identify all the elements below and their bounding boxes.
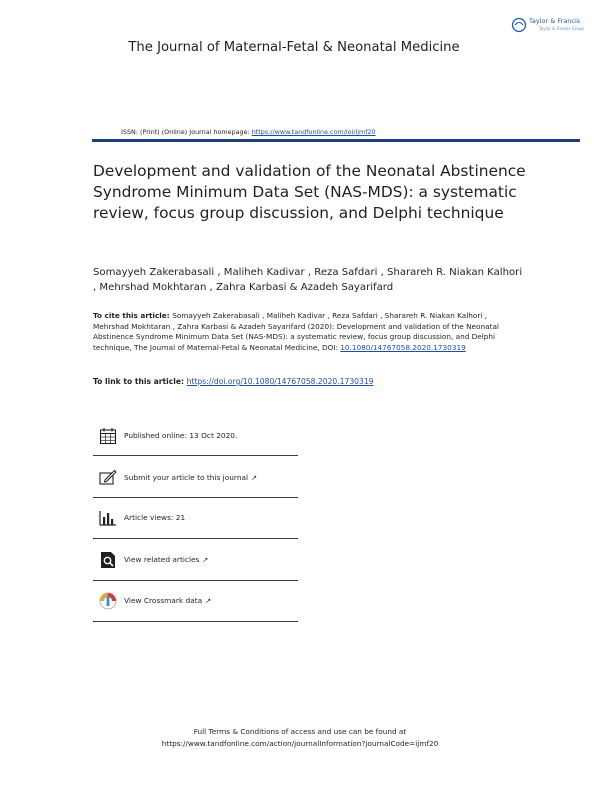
footer-terms: Full Terms & Conditions of access and use can be found at bbox=[193, 727, 407, 736]
header-rule bbox=[92, 139, 580, 142]
journal-homepage-link[interactable]: https://www.tandfonline.com/loi/ijmf20 bbox=[251, 128, 376, 136]
calendar-icon bbox=[99, 427, 117, 445]
issn-line bbox=[121, 128, 376, 136]
info-divider bbox=[93, 455, 298, 456]
info-divider bbox=[93, 538, 298, 539]
related-search-icon bbox=[99, 551, 117, 569]
crossmark-link[interactable] bbox=[124, 596, 211, 605]
publisher-logo-text: Taylor & Francis bbox=[529, 17, 581, 25]
external-link-icon: ↗ bbox=[205, 597, 212, 605]
journal-title: The Journal of Maternal-Fetal & Neonatal Medicine bbox=[128, 40, 460, 55]
article-link-label: To link to this article: bbox=[93, 377, 187, 386]
footer bbox=[0, 726, 600, 750]
footer-url[interactable]: https://www.tandfonline.com/action/journalInformation?journalCode=ijmf20 bbox=[161, 739, 439, 748]
published-row bbox=[93, 417, 298, 454]
views-row bbox=[93, 499, 298, 536]
publisher-logo-subtext: Taylor & Francis Group bbox=[539, 26, 584, 31]
citation-label: To cite this article: bbox=[93, 311, 173, 320]
published-date: Published online: 13 Oct 2020. bbox=[124, 431, 238, 440]
info-divider bbox=[93, 621, 298, 622]
related-articles-label: View related articles bbox=[124, 555, 200, 564]
crossmark-label: View Crossmark data bbox=[124, 596, 203, 605]
publisher-logo bbox=[511, 17, 583, 35]
article-link[interactable]: https://doi.org/10.1080/14767058.2020.1730319 bbox=[186, 377, 374, 386]
publisher-logo-icon bbox=[511, 17, 527, 33]
related-row[interactable] bbox=[93, 541, 298, 578]
external-link-icon: ↗ bbox=[202, 556, 209, 564]
crossmark-row[interactable] bbox=[93, 582, 298, 619]
article-authors: Somayyeh Zakerabasali , Maliheh Kadivar , Reza Safdari , Sharareh R. Niakan Kalhori , Mehrshad Mokhtaran , Zahra Karbasi & Azadeh Sayarifard bbox=[93, 267, 523, 293]
external-link-icon: ↗ bbox=[251, 474, 257, 482]
bar-chart-icon bbox=[99, 509, 117, 527]
crossmark-icon bbox=[99, 592, 117, 610]
related-articles-link[interactable] bbox=[124, 555, 208, 564]
submit-row[interactable] bbox=[93, 459, 298, 496]
doi-link[interactable]: 10.1080/14767058.2020.1730319 bbox=[340, 342, 466, 352]
article-title: Development and validation of the Neonatal Abstinence Syndrome Minimum Data Set (NAS-MDS): a systematic review, focus group discussion, and Delphi technique bbox=[93, 162, 526, 222]
submit-article-label: Submit your article to this journal bbox=[124, 473, 249, 482]
submit-edit-icon bbox=[99, 469, 117, 487]
citation-block bbox=[93, 311, 518, 353]
article-views: Article views: 21 bbox=[124, 513, 186, 522]
citation-text: Somayyeh Zakerabasali , Maliheh Kadivar , Reza Safdari , Sharareh R. Niakan Kalhori , Mehrshad Mokhtaran , Zahra Karbasi & Azadeh Sayarifard (2020): Development and validation of the Neonatal Abstinence Syndrome Minimum Data Set (NAS-MDS): a systematic review, focus group discussion, and Delphi technique, The Journal of Maternal-Fetal & Neonatal Medicine, DOI: bbox=[93, 311, 499, 352]
info-divider bbox=[93, 580, 298, 581]
info-divider bbox=[93, 497, 298, 498]
article-link-line bbox=[93, 377, 373, 386]
issn-text: ISSN: (Print) (Online) Journal homepage: bbox=[121, 128, 252, 136]
submit-article-link[interactable] bbox=[124, 473, 257, 482]
